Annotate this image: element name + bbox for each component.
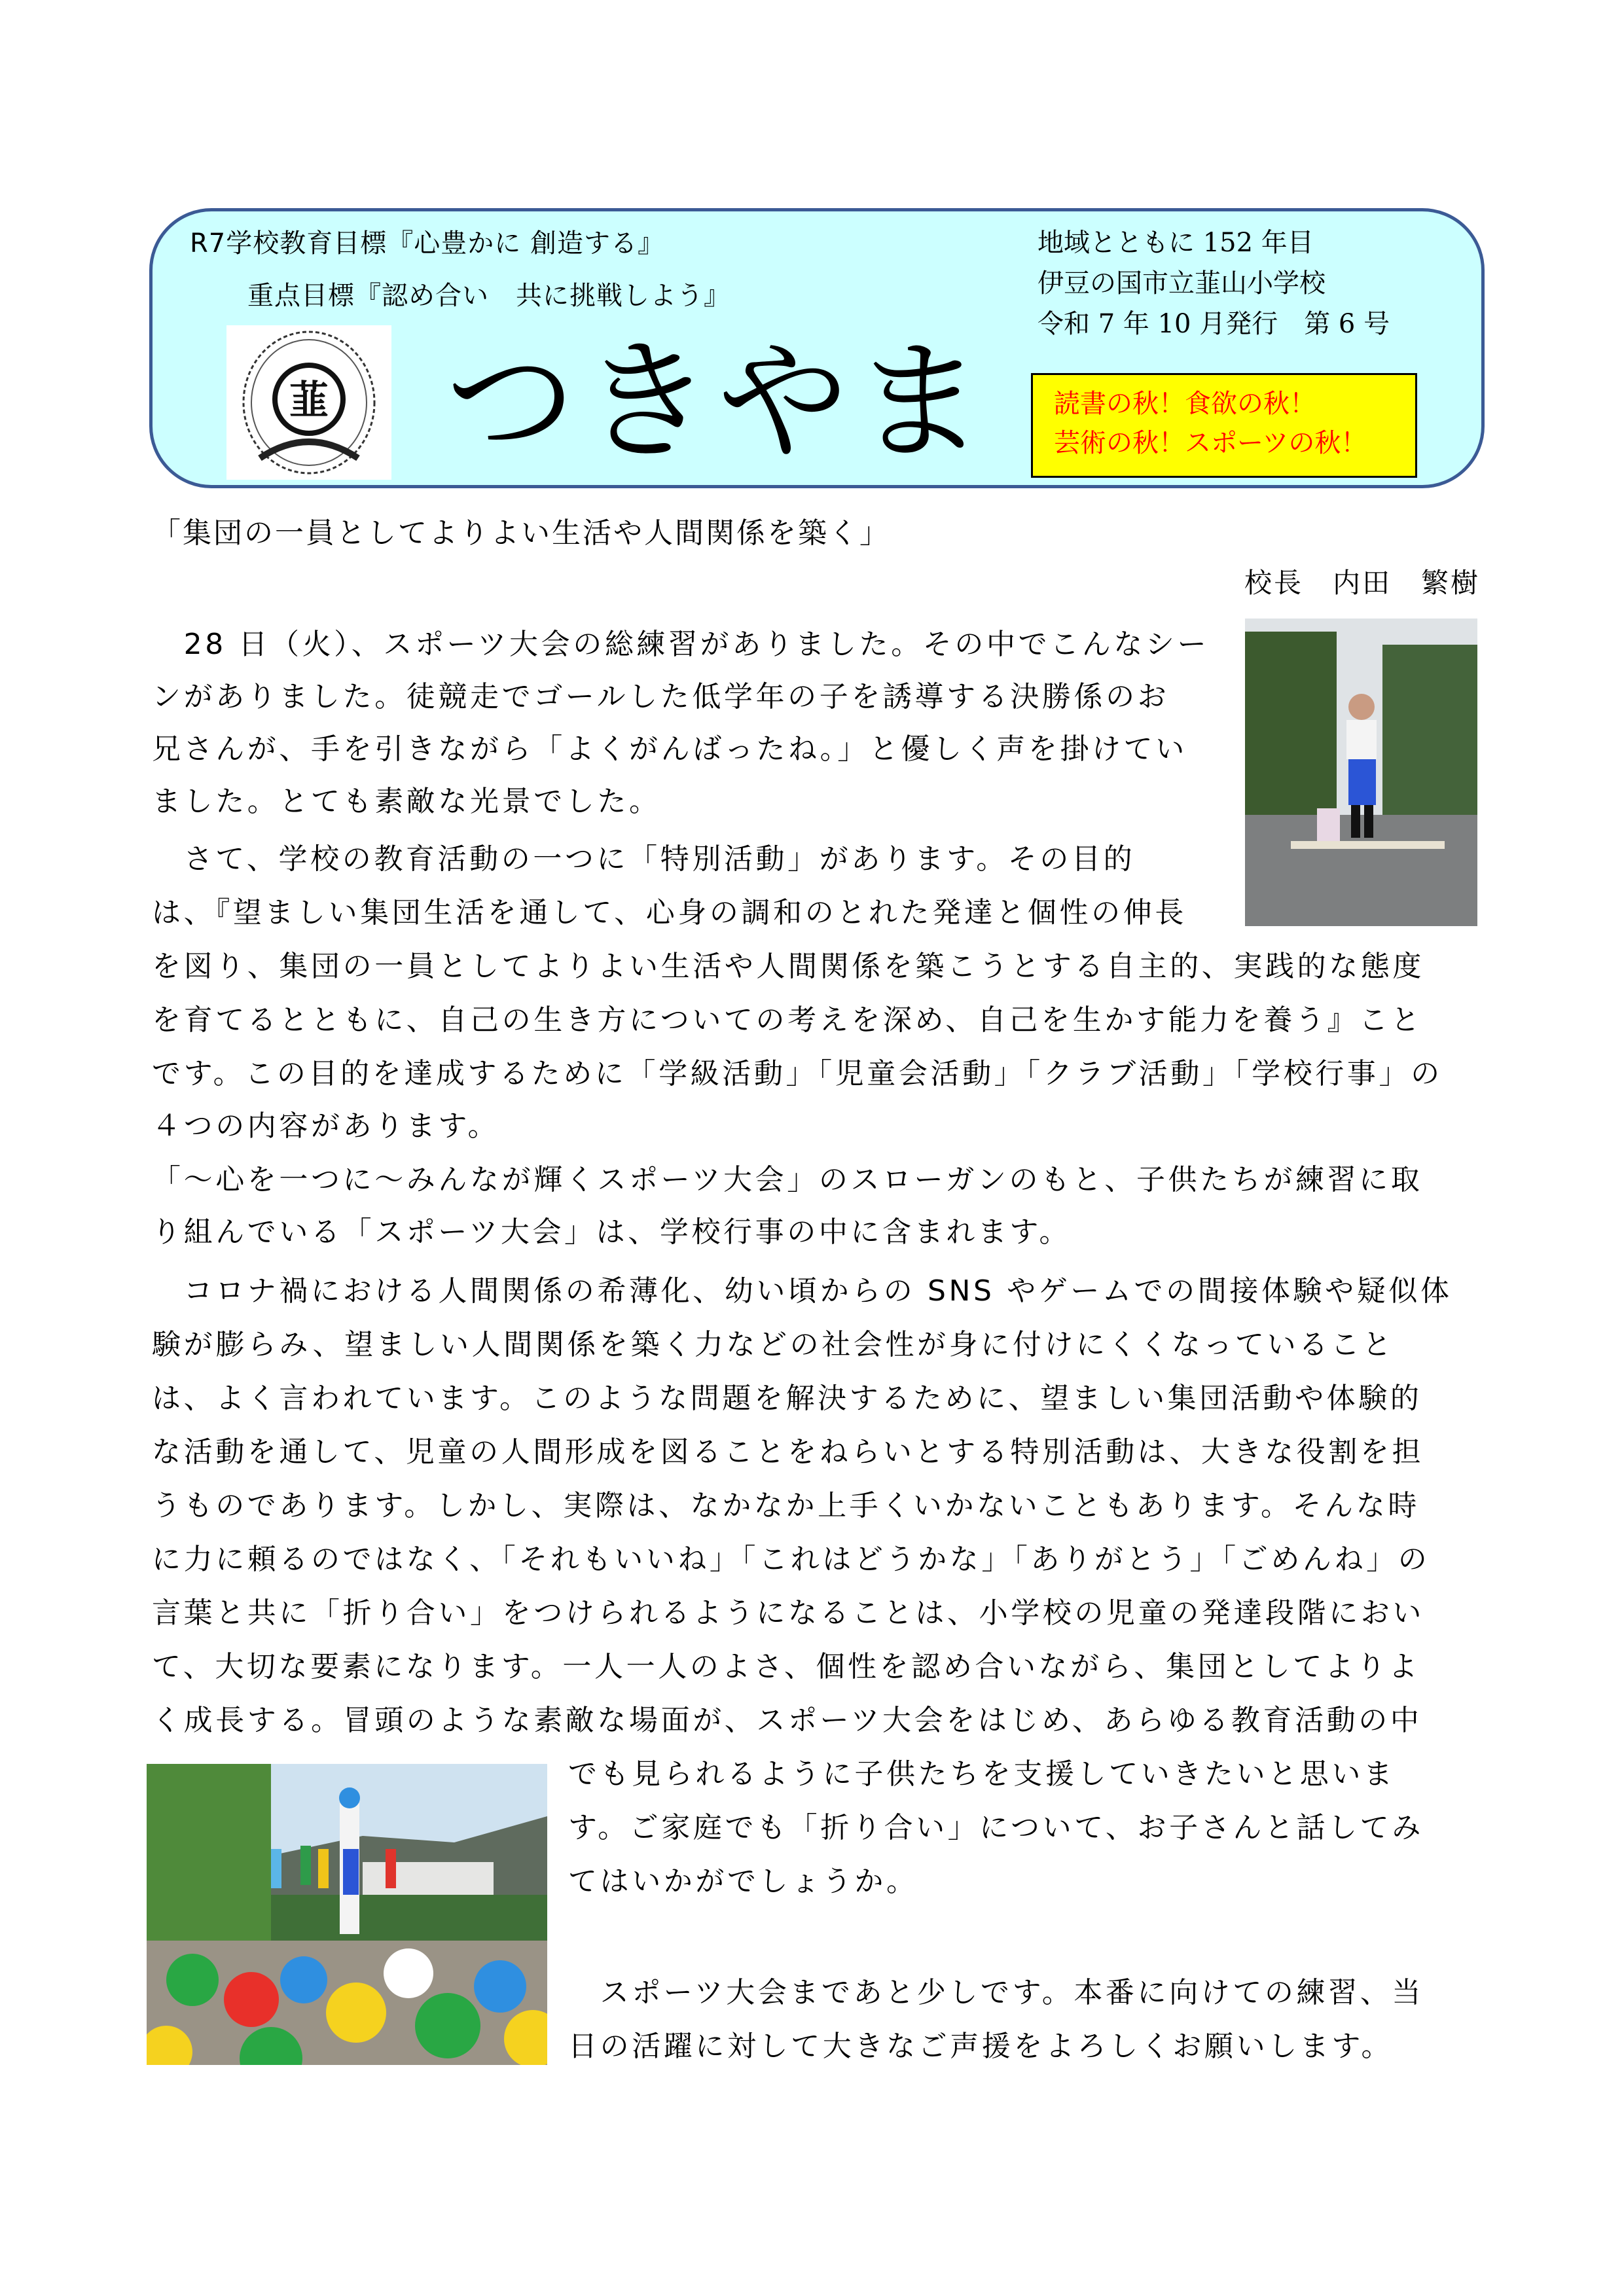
body-line: 日の活躍に対して大きなご声援をよろしくお願いします。 <box>568 2030 1394 2063</box>
body-line: です。この目的を達成するために「学級活動」「児童会活動」「クラブ活動」「学校行事」の <box>152 1057 1443 1090</box>
body-line: く成長する。冒頭のような素敵な場面が、スポーツ大会をはじめ、あらゆる教育活動の中 <box>152 1704 1422 1737</box>
body-line: 「～心を一つに～みんなが輝くスポーツ大会」のスローガンのもと、子供たちが練習に取 <box>152 1163 1423 1196</box>
body-line: は、『望ましい集団生活を通して、心身の調和のとれた発達と個性の伸長 <box>152 896 1187 929</box>
body-line: スポーツ大会まであと少しです。本番に向けての練習、当 <box>568 1976 1424 2009</box>
autumn-callout <box>1031 373 1417 478</box>
body-line: は、よく言われています。このような問題を解決するために、望ましい集団活動や体験的 <box>152 1382 1422 1415</box>
autumn-line: 読書の秋！食欲の秋！ <box>1054 389 1316 419</box>
photo-sports-rally <box>147 1764 547 2065</box>
body-line: を育てるとともに、自己の生き方についての考えを深め、自己を生かす能力を養う』こと <box>152 1003 1423 1037</box>
school-emblem-logo <box>226 325 391 480</box>
body-line: ４つの内容があります。 <box>152 1109 500 1143</box>
body-line: す。ご家庭でも「折り合い」について、お子さんと話してみ <box>568 1811 1424 1844</box>
body-line: て、大切な要素になります。一人一人のよさ、個性を認め合いながら、集団としてよりよ <box>152 1650 1420 1683</box>
body-line: てはいかがでしょうか。 <box>568 1865 918 1898</box>
svg-text:韮: 韮 <box>289 378 329 423</box>
body-line: ました。とても素敵な光景でした。 <box>152 785 661 818</box>
issue-date: 令和 7 年 10 月発行 第 6 号 <box>1038 309 1390 339</box>
article-author: 校長 内田 繁樹 <box>1244 567 1480 599</box>
body-line: でも見られるように子供たちを支援していきたいと思いま <box>568 1757 1396 1791</box>
school-name: 伊豆の国市立韮山小学校 <box>1038 268 1326 298</box>
photo-student-speaking <box>1245 619 1477 926</box>
emblem-icon <box>234 327 384 478</box>
autumn-line: 芸術の秋！スポーツの秋！ <box>1054 428 1367 458</box>
body-line: に力に頼るのではなく、「それもいいね」「これはどうかな」「ありがとう」「ごめんね」の <box>152 1543 1430 1576</box>
article-theme: 「集団の一員としてよりよい生活や人間関係を築く」 <box>152 516 890 550</box>
body-line: うものであります。しかし、実際は、なかなか上手くいかないこともあります。そんな時 <box>152 1489 1420 1522</box>
newsletter-title: つきやま <box>445 326 990 478</box>
body-line: さて、学校の教育活動の一つに「特別活動」があります。その目的 <box>152 842 1136 876</box>
anniversary-line: 地域とともに 152 年目 <box>1038 228 1314 258</box>
body-line: な活動を通して、児童の人間形成を図ることをねらいとする特別活動は、大きな役割を担 <box>152 1435 1424 1469</box>
priority-goal: 重点目標『認め合い 共に挑戦しよう』 <box>247 281 731 311</box>
issue-info <box>1038 223 1390 344</box>
school-goal: R7学校教育目標『心豊かに 創造する』 <box>190 228 664 259</box>
body-line: 言葉と共に「折り合い」をつけられるようになることは、小学校の児童の発達段階におい <box>152 1596 1424 1630</box>
body-line: コロナ禍における人間関係の希薄化、幼い頃からの SNS やゲームでの間接体験や疑似体 <box>152 1274 1453 1308</box>
body-line: を図り、集団の一員としてよりよい生活や人間関係を築こうとする自主的、実践的な態度 <box>152 950 1424 983</box>
body-line: 28 日（火）、スポーツ大会の総練習がありました。その中でこんなシー <box>152 628 1210 661</box>
body-line: 兄さんが、手を引きながら「よくがんばったね。」と優しく声を掛けてい <box>152 732 1187 766</box>
body-line: り組んでいる「スポーツ大会」は、学校行事の中に含まれます。 <box>152 1215 1072 1249</box>
body-line: 験が膨らみ、望ましい人間関係を築く力などの社会性が身に付けにくくなっていること <box>152 1328 1395 1361</box>
body-line: ンがありました。徒競走でゴールした低学年の子を誘導する決勝係のお <box>152 680 1170 713</box>
